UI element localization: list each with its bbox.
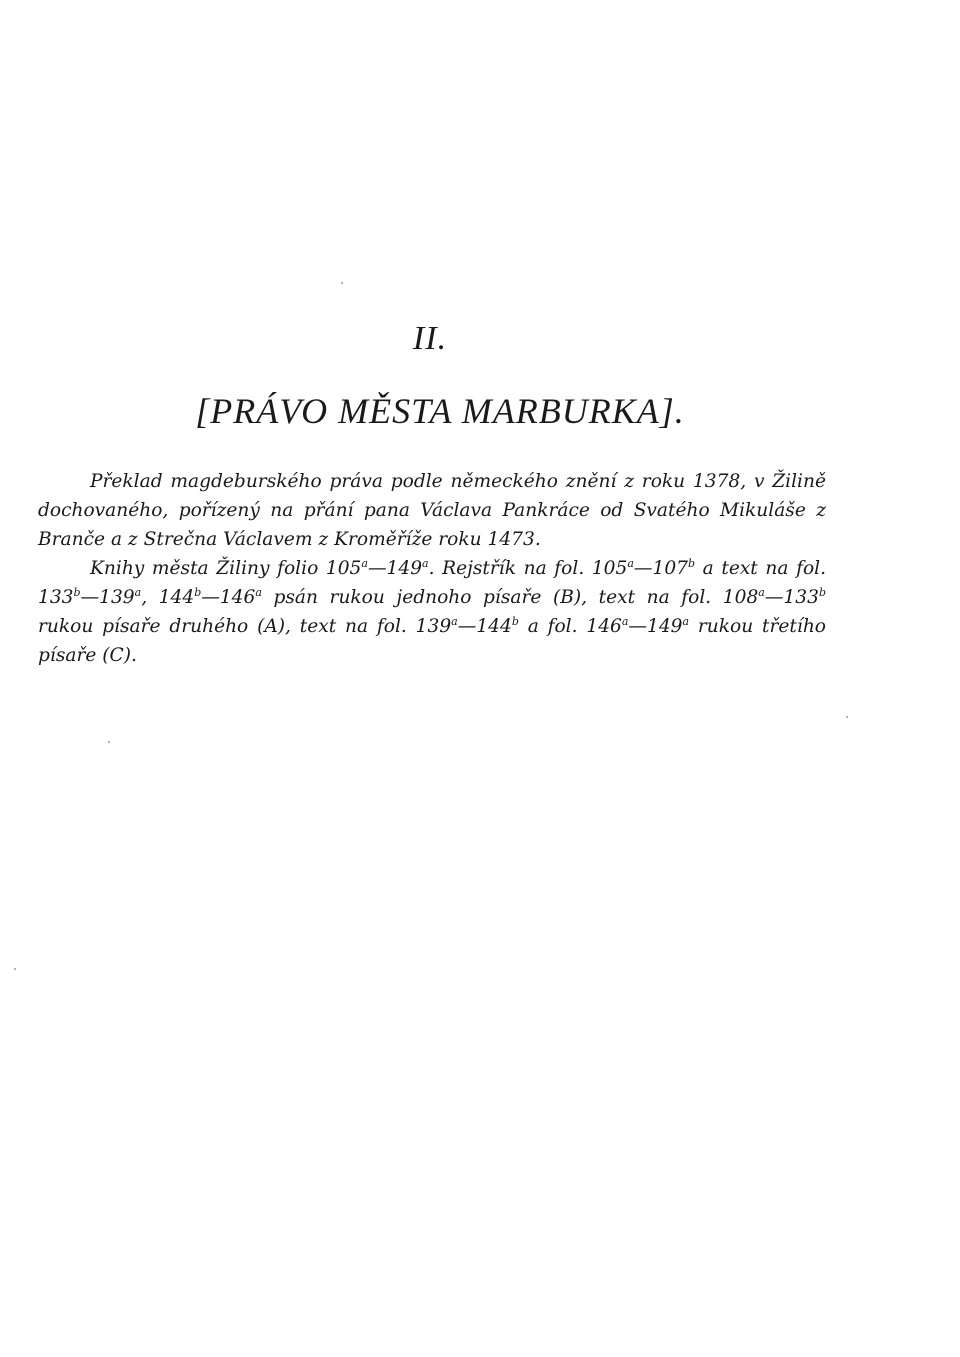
- folio-superscript: a: [134, 586, 142, 599]
- intro-text: , 144: [141, 587, 195, 608]
- folio-superscript: a: [627, 557, 634, 570]
- intro-text: —139: [80, 587, 135, 608]
- intro-text: —149: [628, 616, 683, 637]
- folio-superscript: b: [818, 586, 826, 599]
- intro-text: rukou třetího písaře (C).: [38, 616, 826, 666]
- folio-superscript: a: [451, 615, 458, 628]
- folio-superscript: a: [422, 557, 429, 570]
- folio-superscript: b: [73, 586, 81, 599]
- folio-superscript: b: [687, 557, 696, 570]
- folio-superscript: a: [758, 586, 765, 599]
- intro-text: rukou písaře druhého (A), text na fol. 139: [38, 616, 452, 637]
- folio-superscript: a: [621, 615, 629, 628]
- intro-text: psán rukou jednoho písaře (B), text na fol. 108: [261, 587, 759, 608]
- intro-text: . Rejstřík na fol. 105: [428, 558, 628, 579]
- folio-superscript: a: [361, 557, 368, 570]
- folio-superscript: b: [511, 615, 519, 628]
- folio-superscript: a: [682, 615, 690, 628]
- intro-text: a text na fol. 133: [38, 558, 826, 608]
- intro-text: Knihy města Žiliny folio 105: [90, 558, 362, 579]
- scan-speck: [14, 968, 16, 970]
- section-number: II.: [412, 320, 448, 357]
- scan-speck: [341, 282, 343, 284]
- scan-speck: [846, 716, 848, 718]
- intro-text: —133: [764, 587, 819, 608]
- intro-text: a fol. 146: [518, 616, 622, 637]
- intro-sentence-1: Překlad magdeburského práva podle německého znění z roku 1378, v Žilině dochovaného, pořízený na přání pana Václava Pankráce od Svatého Mikuláše z Branče a z Strečna Václavem z Kroměříže roku 1473.: [38, 471, 826, 550]
- intro-text: —146: [201, 587, 256, 608]
- intro-text: —144: [457, 616, 512, 637]
- intro-paragraph: [38, 467, 826, 670]
- section-title: [PRÁVO MĚSTA MARBURKA].: [195, 391, 685, 431]
- scan-speck: [108, 741, 110, 743]
- folio-superscript: a: [255, 586, 262, 599]
- intro-text: —149: [367, 558, 423, 579]
- folio-superscript: b: [194, 586, 202, 599]
- intro-text: —107: [633, 558, 688, 579]
